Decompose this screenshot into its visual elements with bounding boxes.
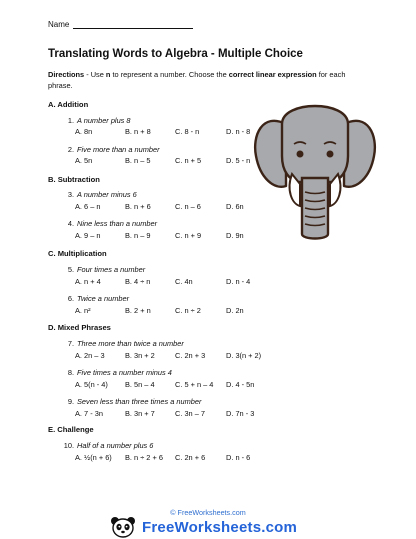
answer-choices — [75, 453, 276, 462]
question-number: 5. — [67, 265, 74, 274]
answer-choices — [75, 127, 276, 136]
question-number: 9. — [67, 397, 74, 406]
choice-c[interactable]: C. n – 6 — [175, 202, 201, 211]
directions — [48, 70, 368, 91]
answer-choices — [75, 351, 276, 360]
question — [62, 368, 172, 377]
section-title: C. Multiplication — [48, 249, 107, 258]
choice-d[interactable]: D. n - 4 — [226, 277, 251, 286]
choice-b[interactable]: B. 5n – 4 — [125, 380, 155, 389]
question — [62, 397, 201, 406]
question-phrase: Half of a number plus 6 — [77, 441, 154, 450]
choice-c[interactable]: C. 2n + 3 — [175, 351, 206, 360]
section-title: D. Mixed Phrases — [48, 323, 111, 332]
question-phrase: A number plus 8 — [77, 116, 131, 125]
choice-a[interactable]: A. 5(n - 4) — [75, 380, 108, 389]
footer-brand-text[interactable]: FreeWorksheets.com — [142, 518, 298, 536]
question — [62, 219, 157, 228]
choice-a[interactable]: A. n² — [75, 306, 91, 315]
question-number: 6. — [67, 294, 74, 303]
question-number: 2. — [67, 145, 74, 154]
choice-c[interactable]: C. 4n — [175, 277, 193, 286]
choice-d[interactable]: D. n - 6 — [226, 453, 251, 462]
choice-a[interactable]: A. 6 – n — [75, 202, 101, 211]
elephant-head — [282, 106, 348, 182]
question-phrase: Twice a number — [77, 294, 130, 303]
question — [62, 145, 160, 154]
directions-var: n — [105, 70, 111, 79]
choice-d[interactable]: D. n - 8 — [226, 127, 251, 136]
directions-text-2: to represent a number. Choose the — [110, 70, 229, 79]
elephant-right-eye — [327, 151, 334, 158]
choice-a[interactable]: A. 2n – 3 — [75, 351, 105, 360]
choice-a[interactable]: A. 5n — [75, 156, 93, 165]
choice-b[interactable]: B. n ÷ 2 + 6 — [125, 453, 163, 462]
answer-choices — [75, 156, 276, 165]
choice-a[interactable]: A. 7 - 3n — [75, 409, 103, 418]
question-number: 4. — [67, 219, 74, 228]
choice-d[interactable]: D. 9n — [226, 231, 244, 240]
choice-b[interactable]: B. n – 9 — [125, 231, 151, 240]
choice-d[interactable]: D. 5 - n — [226, 156, 251, 165]
elephant-left-eye — [297, 151, 304, 158]
choice-d[interactable]: D. 2n — [226, 306, 244, 315]
question — [62, 265, 145, 274]
question-number: 7. — [67, 339, 74, 348]
question — [62, 441, 153, 450]
question-phrase: Four times a number — [77, 265, 146, 274]
choice-d[interactable]: D. 4 - 5n — [226, 380, 255, 389]
choice-c[interactable]: C. n ÷ 2 — [175, 306, 201, 315]
choice-c[interactable]: C. 3n – 7 — [175, 409, 205, 418]
choice-c[interactable]: C. n + 5 — [175, 156, 202, 165]
choice-d[interactable]: D. 6n — [226, 202, 244, 211]
footer-brand[interactable] — [110, 516, 297, 538]
section-title: E. Challenge — [48, 425, 94, 434]
directions-label: Directions — [48, 70, 85, 79]
question — [62, 190, 137, 199]
choice-b[interactable]: B. 3n + 2 — [125, 351, 155, 360]
question-number: 10. — [63, 441, 74, 450]
choice-c[interactable]: C. 8 - n — [175, 127, 200, 136]
answer-choices — [75, 380, 276, 389]
answer-choices — [75, 277, 276, 286]
name-row — [48, 20, 193, 29]
question-phrase: Nine less than a number — [77, 219, 158, 228]
directions-text-1: - Use — [84, 70, 106, 79]
panda-logo-icon — [110, 516, 136, 538]
choice-b[interactable]: B. 3n + 7 — [125, 409, 155, 418]
question-number: 3. — [67, 190, 74, 199]
answer-choices — [75, 306, 276, 315]
elephant-illustration — [252, 94, 378, 244]
question-number: 8. — [67, 368, 74, 377]
choice-a[interactable]: A. ½(n + 6) — [75, 453, 112, 462]
name-label: Name — [48, 20, 70, 29]
question — [62, 294, 129, 303]
answer-choices — [75, 231, 276, 240]
choice-b[interactable]: B. 4 ÷ n — [125, 277, 151, 286]
answer-choices — [75, 409, 276, 418]
section-title: A. Addition — [48, 100, 89, 109]
worksheet-title: Translating Words to Algebra - Multiple Choice — [48, 48, 303, 60]
choice-c[interactable]: C. n + 9 — [175, 231, 202, 240]
choice-a[interactable]: A. 9 – n — [75, 231, 101, 240]
question-phrase: Seven less than three times a number — [77, 397, 202, 406]
question-phrase: Five more than a number — [77, 145, 160, 154]
choice-c[interactable]: C. 2n + 6 — [175, 453, 206, 462]
answer-choices — [75, 202, 276, 211]
question — [62, 339, 184, 348]
choice-d[interactable]: D. 7n - 3 — [226, 409, 255, 418]
question — [62, 116, 131, 125]
directions-text-3: for each phrase. — [48, 70, 346, 90]
choice-a[interactable]: A. 8n — [75, 127, 93, 136]
footer-copyright[interactable]: © FreeWorksheets.com — [170, 508, 246, 517]
choice-a[interactable]: A. n + 4 — [75, 277, 101, 286]
directions-bold: correct linear expression — [228, 70, 317, 79]
choice-b[interactable]: B. n + 8 — [125, 127, 151, 136]
section-title: B. Subtraction — [48, 175, 100, 184]
choice-b[interactable]: B. 2 + n — [125, 306, 151, 315]
choice-b[interactable]: B. n + 6 — [125, 202, 151, 211]
question-phrase: Three more than twice a number — [77, 339, 184, 348]
name-line[interactable] — [73, 20, 193, 29]
question-phrase: A number minus 6 — [77, 190, 137, 199]
choice-c[interactable]: C. 5 + n – 4 — [175, 380, 214, 389]
choice-b[interactable]: B. n – 5 — [125, 156, 151, 165]
question-phrase: Five times a number minus 4 — [77, 368, 172, 377]
question-number: 1. — [67, 116, 74, 125]
choice-d[interactable]: D. 3(n + 2) — [226, 351, 262, 360]
